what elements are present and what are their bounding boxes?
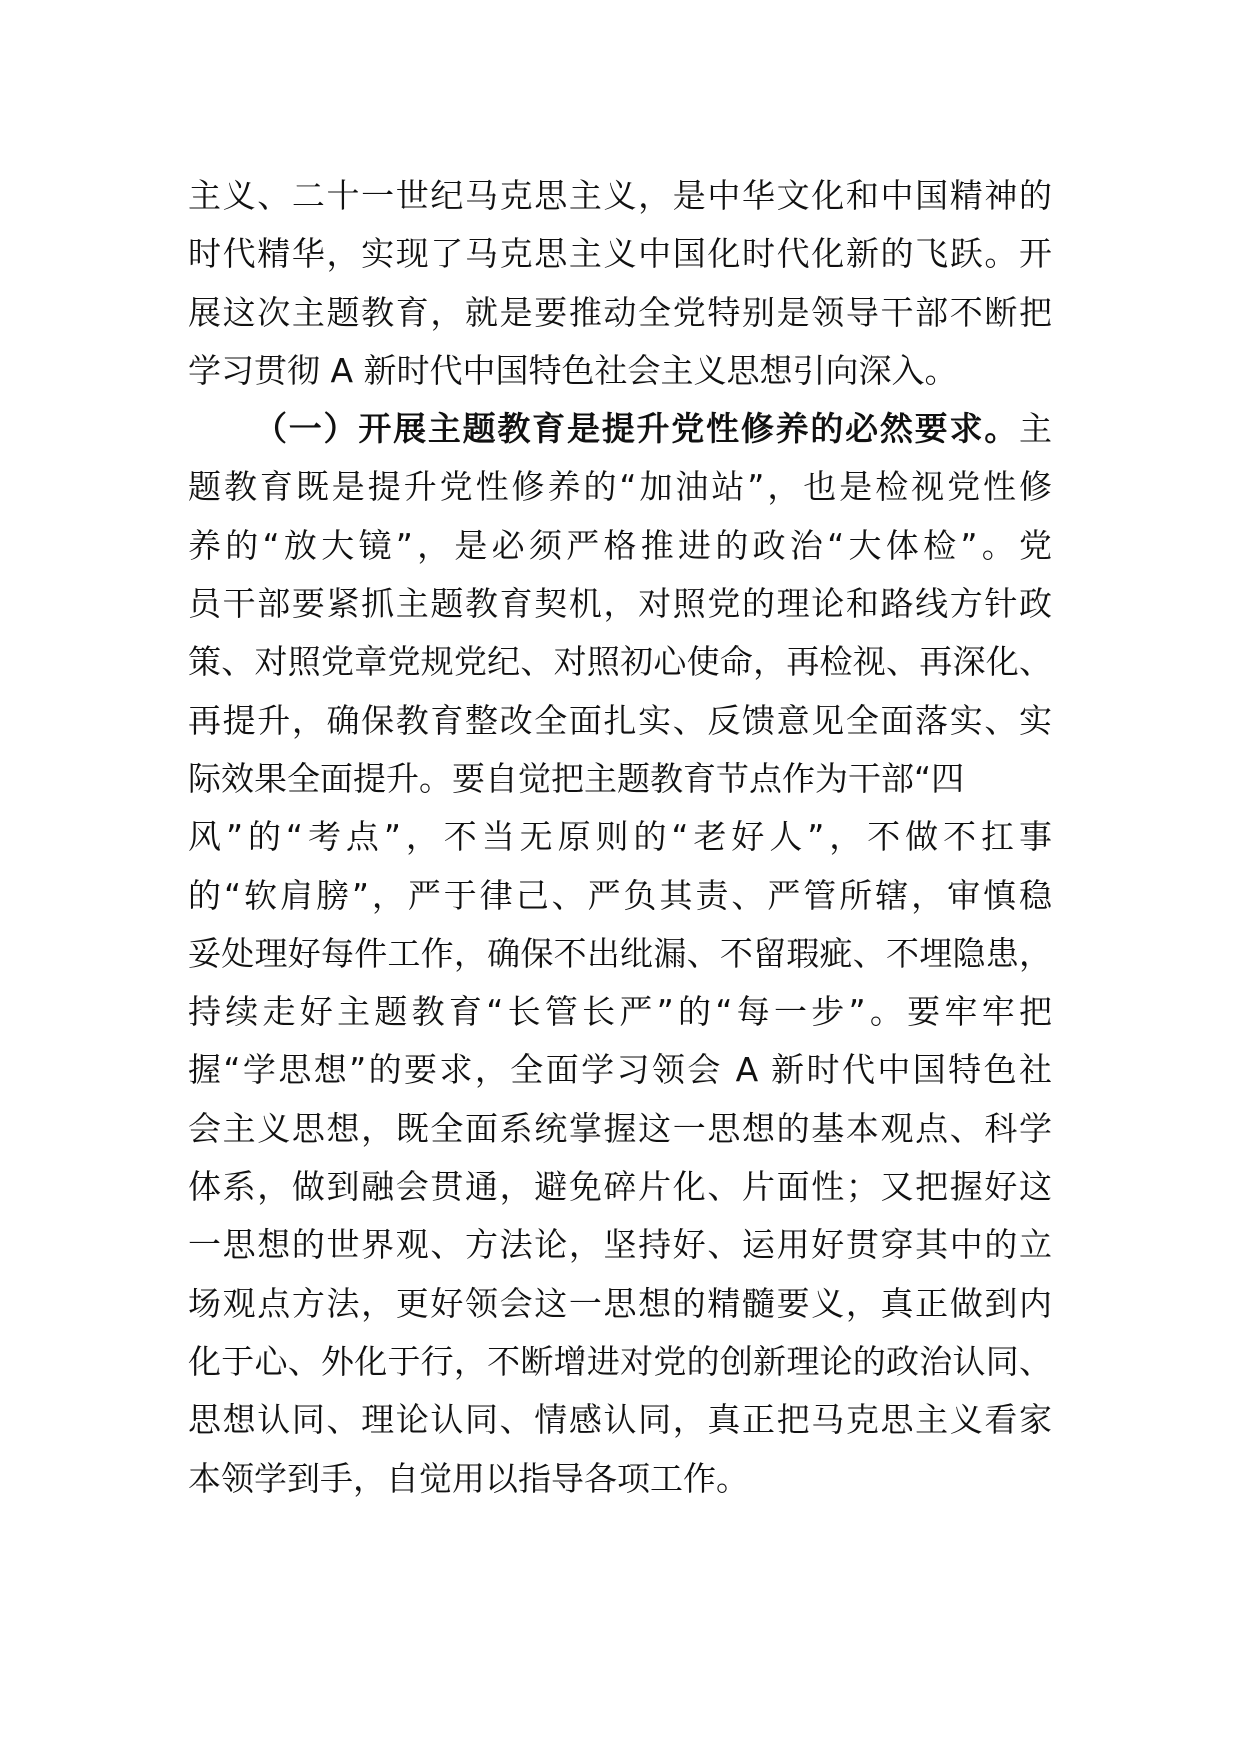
- text-line: 场观点方法，更好领会这一思想的精髓要义，真正做到内: [188, 1283, 1052, 1323]
- paragraph-2: [188, 400, 1052, 1508]
- text-line: 本领学到手，自觉用以指导各项工作。: [188, 1458, 749, 1498]
- text-line: 握“学思想”的要求，全面学习领会 A 新时代中国特色社: [188, 1050, 1052, 1090]
- text-line: 的“软肩膀”，严于律己、严负其责、严管所辖，审慎稳: [188, 875, 1052, 915]
- paragraph-1: [188, 167, 1052, 400]
- text-line: 妥处理好每件工作，确保不出纰漏、不留瑕疵、不埋隐患，: [188, 933, 1052, 973]
- text-line: 学习贯彻 A 新时代中国特色社会主义思想引向深入。: [188, 350, 958, 390]
- text-line: 再提升，确保教育整改全面扎实、反馈意见全面落实、实: [188, 700, 1052, 740]
- text-line: 风”的“考点”，不当无原则的“老好人”，不做不扛事: [188, 817, 1052, 857]
- text-line: 展这次主题教育，就是要推动全党特别是领导干部不断把: [188, 292, 1052, 332]
- document-body: [188, 167, 1052, 1508]
- text-line: 时代精华，实现了马克思主义中国化时代化新的飞跃。开: [188, 234, 1052, 274]
- heading-line-continuation: 主: [1019, 409, 1052, 449]
- text-line: 思想认同、理论认同、情感认同，真正把马克思主义看家: [188, 1400, 1052, 1440]
- text-line: [188, 400, 1052, 458]
- text-line: 题教育既是提升党性修养的“加油站”，也是检视党性修: [188, 467, 1052, 507]
- text-line: 体系，做到融会贯通，避免碎片化、片面性；又把握好这: [188, 1167, 1052, 1207]
- text-line: 会主义思想，既全面系统掌握这一思想的基本观点、科学: [188, 1108, 1052, 1148]
- text-line: 主义、二十一世纪马克思主义，是中华文化和中国精神的: [188, 176, 1052, 215]
- text-line: 一思想的世界观、方法论，坚持好、运用好贯穿其中的立: [188, 1225, 1052, 1265]
- text-line: 员干部要紧抓主题教育契机，对照党的理论和路线方针政: [188, 584, 1052, 624]
- text-line: 持续走好主题教育“长管长严”的“每一步”。要牢牢把: [188, 992, 1052, 1032]
- text-line: 策、对照党章党规党纪、对照初心使命，再检视、再深化、: [188, 642, 1052, 682]
- section-heading: （一）开展主题教育是提升党性修养的必然要求。: [254, 409, 1019, 449]
- text-line: 际效果全面提升。要自觉把主题教育节点作为干部“四: [188, 758, 965, 798]
- text-line: 养的“放大镜”，是必须严格推进的政治“大体检”。党: [188, 525, 1052, 565]
- text-line: 化于心、外化于行，不断增进对党的创新理论的政治认同、: [188, 1341, 1052, 1381]
